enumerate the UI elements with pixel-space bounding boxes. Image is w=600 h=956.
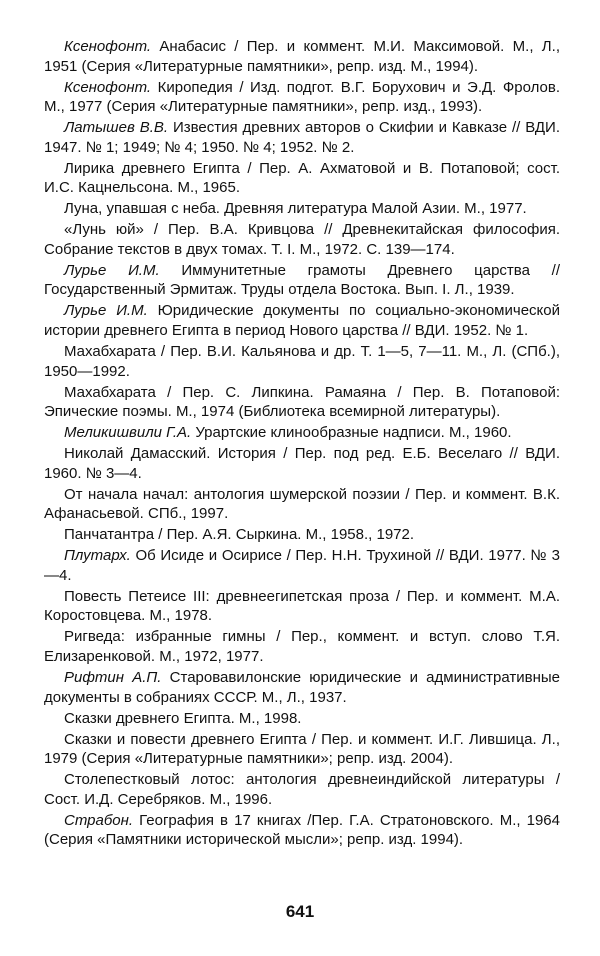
- entry-text: Об Исиде и Осирисе / Пер. Н.Н. Трухиной // ВДИ. 1977. № 3—4.: [44, 547, 560, 584]
- entry-text: Иммунитетные грамоты Древнего царства // Государственный Эрмитаж. Труды отдела Востока. Вып. I. Л., 1939.: [44, 261, 560, 299]
- entry-text: «Лунь юй» / Пер. В.А. Кривцова // Древнекитайская философия. Собрание текстов в двух томах. Т. I. М., 1972. С. 139—174.: [44, 221, 560, 258]
- entry-text: Юридические документы по социально-экономической истории древнего Египта в период Нового царства // ВДИ. 1952. № 1.: [44, 302, 560, 340]
- entry-text: Панчатантра / Пер. А.Я. Сыркина. М., 1958., 1972.: [64, 526, 415, 544]
- entry-text: Сказки древнего Египта. М., 1998.: [64, 709, 302, 727]
- bibliography-entry: [44, 587, 560, 626]
- bibliography-entry: [44, 444, 560, 483]
- bibliography-entry: [44, 199, 560, 219]
- bibliography-entry: [44, 668, 560, 707]
- entry-author: Плутарх.: [64, 547, 131, 565]
- entry-text: Старовавилонские юридические и административные документы в собраниях СССР. М., Л., 1937.: [44, 669, 560, 706]
- bibliography-entry: [44, 383, 560, 422]
- entry-author: Лурье И.М.: [64, 302, 148, 320]
- entry-author: Лурье И.М.: [64, 261, 160, 279]
- entry-text: Киропедия / Изд. подгот. В.Г. Борухович и Э.Д. Фролов. М., 1977 (Серия «Литературные памятники», репр. изд., 1993).: [44, 78, 560, 116]
- bibliography-entry: [44, 220, 560, 259]
- entry-text: Лирика древнего Египта / Пер. А. Ахматовой и В. Потаповой; сост. И.С. Кацнельсона. М., 1965.: [44, 159, 560, 197]
- entry-author: Ксенофонт.: [64, 78, 152, 96]
- bibliography-entry: [44, 423, 560, 443]
- entry-author: Страбон.: [64, 811, 134, 829]
- entry-text: Урартские клинообразные надписи. М., 1960.: [191, 424, 512, 442]
- entry-text: Сказки и повести древнего Египта / Пер. и коммент. И.Г. Лившица. Л., 1979 (Серия «Литературные памятники»; репр. изд. 2004).: [44, 730, 560, 768]
- entry-author: Ксенофонт.: [64, 38, 152, 55]
- entry-text: География в 17 книгах /Пер. Г.А. Стратоновского. М., 1964 (Серия «Памятники исторической мысли»; репр. изд. 1994).: [44, 811, 560, 849]
- entry-author: Рифтин А.П.: [64, 669, 162, 687]
- bibliography-entry: [44, 118, 560, 157]
- entry-text: Николай Дамасский. История / Пер. под ред. Е.Б. Веселаго // ВДИ. 1960. № 3—4.: [44, 445, 560, 482]
- bibliography-entry: [44, 627, 560, 666]
- entry-author: Латышев В.В.: [64, 119, 169, 137]
- page-number: 641: [285, 902, 315, 921]
- entry-text: Столепестковый лотос: антология древнеиндийской литературы / Сост. И.Д. Серебряков. М., 1996.: [44, 771, 560, 808]
- entry-text: Анабасис / Пер. и коммент. М.И. Максимовой. М., Л., 1951 (Серия «Литературные памятники», репр. изд. М., 1994).: [44, 38, 560, 75]
- bibliography-entry: [44, 730, 560, 769]
- bibliography-entry: [44, 811, 560, 850]
- bibliography-entry: [44, 770, 560, 809]
- bibliography-entry: [44, 37, 560, 76]
- entry-text: Махабхарата / Пер. В.И. Кальянова и др. Т. 1—5, 7—11. М., Л. (СПб.), 1950—1992.: [44, 343, 560, 380]
- bibliography-entry: [44, 546, 560, 585]
- bibliography-entry: [44, 159, 560, 198]
- bibliography-entry: [44, 525, 560, 545]
- bibliography-entry: [44, 485, 560, 524]
- entry-text: От начала начал: антология шумерской поэзии / Пер. и коммент. В.К. Афанасьевой. СПб., 1997.: [44, 485, 560, 523]
- entry-text: Повесть Петеисе III: древнеегипетская проза / Пер. и коммент. М.А. Коростовцева. М., 1978.: [44, 587, 560, 625]
- bibliography-entry: [44, 261, 560, 300]
- bibliography-entry: [44, 301, 560, 340]
- bibliography-entry: [44, 78, 560, 117]
- entry-text: Известия древних авторов о Скифии и Кавказе // ВДИ. 1947. № 1; 1949; № 4; 1950. № 4; 1952. № 2.: [44, 119, 561, 156]
- bibliography-list: [44, 37, 561, 850]
- bibliography-entry: [44, 342, 560, 381]
- entry-author: Меликишвили Г.А.: [64, 424, 192, 442]
- entry-text: Махабхарата / Пер. С. Липкина. Рамаяна / Пер. В. Потаповой: Эпические поэмы. М., 1974 (Библиотека всемирной литературы).: [44, 383, 560, 421]
- entry-text: Ригведа: избранные гимны / Пер., коммент. и вступ. слово Т.Я. Елизаренковой. М., 1972, 1977.: [44, 628, 560, 666]
- entry-text: Луна, упавшая с неба. Древняя литература Малой Азии. М., 1977.: [64, 200, 527, 218]
- bibliography-entry: [44, 709, 560, 729]
